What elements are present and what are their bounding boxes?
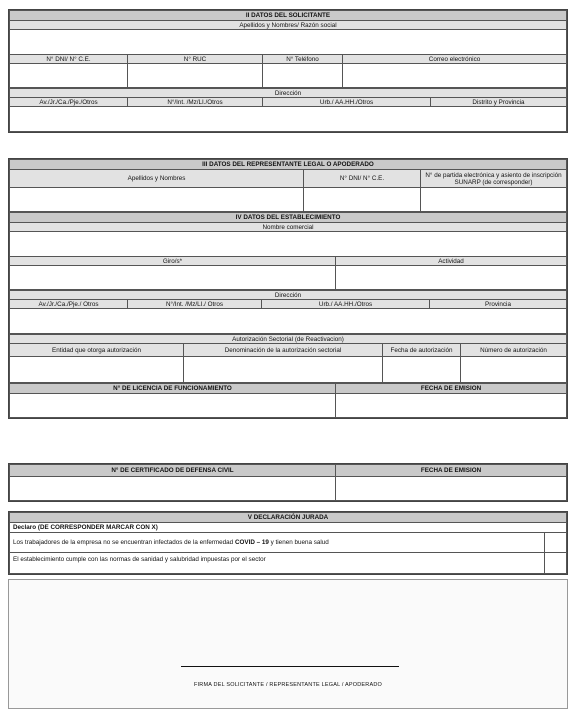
license-date-field[interactable]	[336, 394, 567, 418]
declaration-checkbox-covid[interactable]	[545, 533, 567, 553]
est-urb-label: Urb./ AA.HH./Otros	[262, 300, 430, 309]
names-label: Apellidos y Nombres/ Razón social	[10, 21, 567, 30]
declaration-item-covid: Los trabajadores de la empresa no se encuentran infectados de la enfermedad COVID – 19 y tienen buena salud	[10, 533, 545, 553]
aut-name-field[interactable]	[184, 357, 383, 383]
rep-partida-field[interactable]	[421, 188, 567, 212]
phone-label: N° Teléfono	[263, 55, 343, 64]
declaration-item-sanidad: El establecimiento cumple con las normas de sanidad y salubridad impuestas por el sector	[10, 553, 545, 574]
certificate-date-field[interactable]	[336, 477, 567, 501]
certificate-number-field[interactable]	[10, 477, 336, 501]
ruc-label: N° RUC	[128, 55, 263, 64]
activity-field[interactable]	[336, 266, 567, 290]
section-title: II DATOS DEL SOLICITANTE	[10, 11, 567, 21]
phone-field[interactable]	[263, 64, 343, 88]
rep-partida-label: N° de partida electrónica y asiento de inscripción SUNARP (de corresponder)	[421, 170, 567, 188]
aut-entity-label: Entidad que otorga autorización	[10, 344, 184, 357]
address-urb-label: Urb./ AA.HH./Otros	[263, 98, 431, 107]
section-certificado	[8, 463, 568, 502]
section-solicitante	[8, 9, 568, 133]
certificate-number-label: N° DE CERTIFICADO DE DEFENSA CIVIL	[10, 465, 336, 477]
license-number-label: N° DE LICENCIA DE FUNCIONAMIENTO	[10, 384, 336, 394]
giro-label: Giro/s*	[10, 257, 336, 266]
aut-date-label: Fecha de autorización	[383, 344, 461, 357]
section-title: III DATOS DEL REPRESENTANTE LEGAL O APODERADO	[10, 160, 567, 170]
email-field[interactable]	[343, 64, 567, 88]
est-number-label: N°/Int. /Mz/LI./ Otros	[128, 300, 262, 309]
address-label: Dirección	[10, 89, 567, 98]
giro-field[interactable]	[10, 266, 336, 290]
activity-label: Actividad	[336, 257, 567, 266]
declaro-label: Declaro (DE CORRESPONDER MARCAR CON X)	[10, 523, 567, 533]
est-address-field[interactable]	[10, 309, 567, 334]
signature-label: FIRMA DEL SOLICITANTE / REPRESENTANTE LEGAL / APODERADO	[194, 682, 382, 688]
dni-field[interactable]	[10, 64, 128, 88]
authorization-label: Autorización Sectorial (de Reactivacion)	[10, 335, 567, 344]
section-title: V DECLARACIÓN JURADA	[10, 513, 567, 523]
certificate-date-label: FECHA DE EMISION	[336, 465, 567, 477]
aut-date-field[interactable]	[383, 357, 461, 383]
license-date-label: FECHA DE EMISION	[336, 384, 567, 394]
license-number-field[interactable]	[10, 394, 336, 418]
aut-name-label: Denominación de la autorización sectorial	[184, 344, 383, 357]
signature-line	[181, 666, 399, 667]
est-street-label: Av./Jr./Ca./Pje./ Otros	[10, 300, 128, 309]
dni-label: N° DNI/ N° C.E.	[10, 55, 128, 64]
declaration-checkbox-sanidad[interactable]	[545, 553, 567, 574]
rep-dni-field[interactable]	[304, 188, 421, 212]
ruc-field[interactable]	[128, 64, 263, 88]
est-address-label: Dirección	[10, 291, 567, 300]
section-title: IV DATOS DEL ESTABLECIMIENTO	[10, 213, 567, 223]
address-number-label: N°/Int. /Mz/LI./Otros	[128, 98, 263, 107]
section-declaracion	[8, 511, 568, 575]
address-district-label: Distrito y Provincia	[431, 98, 567, 107]
trade-name-label: Nombre comercial	[10, 223, 567, 232]
rep-names-field[interactable]	[10, 188, 304, 212]
trade-name-field[interactable]	[10, 232, 567, 257]
aut-number-field[interactable]	[461, 357, 567, 383]
names-field[interactable]	[10, 30, 567, 55]
signature-box[interactable]	[8, 579, 568, 709]
est-province-label: Provincia	[430, 300, 567, 309]
aut-entity-field[interactable]	[10, 357, 184, 383]
section-representante	[8, 158, 568, 419]
address-street-label: Av./Jr./Ca./Pje./Otros	[10, 98, 128, 107]
rep-names-label: Apellidos y Nombres	[10, 170, 304, 188]
address-field[interactable]	[10, 107, 567, 132]
rep-dni-label: N° DNI/ N° C.E.	[304, 170, 421, 188]
aut-number-label: Número de autorización	[461, 344, 567, 357]
email-label: Correo electrónico	[343, 55, 567, 64]
